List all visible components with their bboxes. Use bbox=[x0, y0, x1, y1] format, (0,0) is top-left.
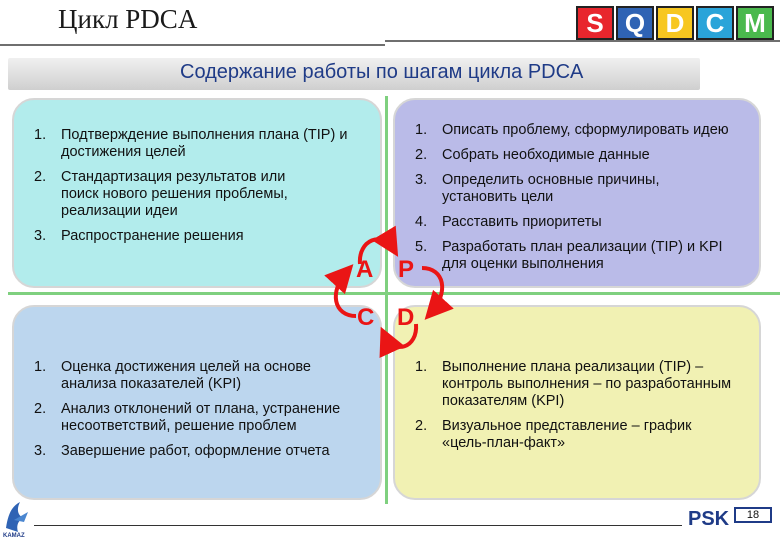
pdca-cycle bbox=[320, 222, 460, 362]
step-text: Подтверждение выполнения плана (TIP) и достижения целей bbox=[61, 127, 348, 160]
page-title: Цикл PDCA bbox=[58, 4, 198, 34]
header-rule-right bbox=[385, 40, 780, 42]
subtitle-text: Содержание работы по шагам цикла PDCA bbox=[180, 61, 584, 83]
check-step-list bbox=[34, 359, 370, 460]
step-number: 2. bbox=[34, 401, 47, 417]
step-text: Определить основные причины, установить цели bbox=[442, 172, 660, 205]
step-number: 3. bbox=[34, 228, 47, 244]
list-item bbox=[415, 239, 751, 273]
step-text: Расставить приоритеты bbox=[442, 214, 602, 230]
cycle-letter-p: P bbox=[398, 256, 415, 283]
step-number: 2. bbox=[415, 147, 428, 163]
cycle-arrows-icon bbox=[320, 222, 460, 362]
sqdcm-letter-c: C bbox=[696, 6, 734, 40]
step-number: 1. bbox=[415, 359, 428, 375]
list-item bbox=[34, 443, 370, 460]
list-item bbox=[415, 418, 751, 452]
step-text: Завершение работ, оформление отчета bbox=[61, 443, 330, 459]
brand-label: PSK bbox=[688, 508, 730, 530]
list-item bbox=[34, 127, 370, 161]
step-text: Анализ отклонений от плана, устранение несоответствий, решение проблем bbox=[61, 401, 341, 434]
do-step-list bbox=[415, 359, 751, 452]
list-item bbox=[34, 169, 370, 220]
cycle-letter-d: D bbox=[397, 304, 415, 331]
sqdcm-letter-m: M bbox=[736, 6, 774, 40]
plan-step-list bbox=[415, 122, 751, 273]
sqdcm-letter-d: D bbox=[656, 6, 694, 40]
page-number: 18 bbox=[734, 507, 772, 523]
list-item bbox=[415, 359, 751, 410]
step-number: 3. bbox=[415, 172, 428, 188]
step-text: Выполнение плана реализации (TIP) – контроль выполнения – по разработанным показателям (KPI) bbox=[442, 359, 732, 409]
step-number: 2. bbox=[415, 418, 428, 434]
step-number: 1. bbox=[34, 127, 47, 143]
header-rule-left bbox=[0, 44, 385, 46]
sqdcm-letter-q: Q bbox=[616, 6, 654, 40]
step-number: 3. bbox=[34, 443, 47, 459]
step-text: Распространение решения bbox=[61, 228, 244, 244]
sqdcm-badge-group bbox=[576, 6, 774, 40]
list-item bbox=[415, 147, 751, 164]
list-item bbox=[34, 401, 370, 435]
step-text: Стандартизация результатов или поиск нового решения проблемы, реализации идеи bbox=[61, 169, 288, 219]
step-number: 4. bbox=[415, 214, 428, 230]
step-number: 2. bbox=[34, 169, 47, 185]
list-item bbox=[34, 359, 370, 393]
cycle-letter-c: C bbox=[357, 304, 375, 331]
step-number: 1. bbox=[34, 359, 47, 375]
sqdcm-letter-s: S bbox=[576, 6, 614, 40]
step-text: Собрать необходимые данные bbox=[442, 147, 650, 163]
step-number: 1. bbox=[415, 122, 428, 138]
subtitle-bar bbox=[8, 58, 700, 90]
list-item bbox=[415, 172, 751, 206]
step-text: Оценка достижения целей на основе анализа показателей (KPI) bbox=[61, 359, 311, 392]
kamaz-logo-icon bbox=[2, 498, 32, 538]
logo-text: KAMAZ bbox=[3, 533, 25, 538]
footer-rule bbox=[34, 525, 682, 526]
list-item bbox=[415, 214, 751, 231]
step-number: 5. bbox=[415, 239, 428, 255]
step-text: Разработать план реализации (TIP) и KPI для оценки выполнения bbox=[442, 239, 723, 272]
step-text: Визуальное представление – график «цель-план-факт» bbox=[442, 418, 692, 451]
list-item bbox=[415, 122, 751, 139]
cycle-letter-a: A bbox=[356, 256, 374, 283]
step-text: Описать проблему, сформулировать идею bbox=[442, 122, 729, 138]
